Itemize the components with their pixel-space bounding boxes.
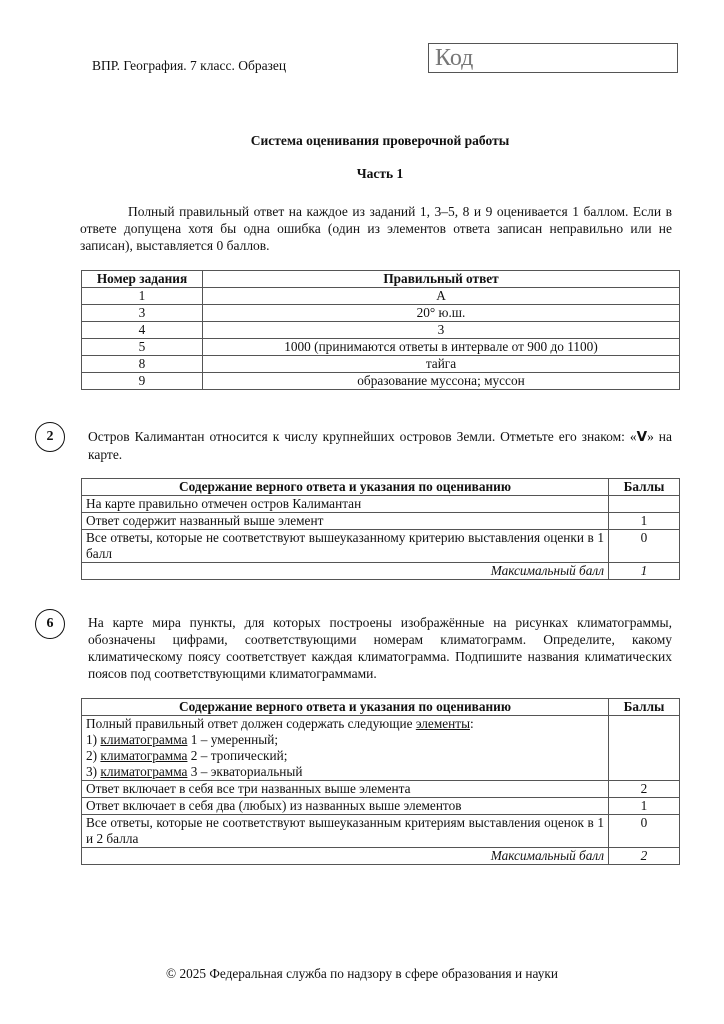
column-header-points: Баллы xyxy=(609,479,680,496)
column-header-task: Номер задания xyxy=(82,271,203,288)
task-number: 9 xyxy=(82,373,203,390)
column-header-answer: Правильный ответ xyxy=(203,271,680,288)
intro-paragraph: Полный правильный ответ на каждое из заданий 1, 3–5, 8 и 9 оценивается 1 баллом. Если в ответе допущена хотя бы одна ошибка (один из элементов ответа записан неправильно или не записан), выставляется 0 баллов. xyxy=(80,204,672,253)
answers-table xyxy=(81,270,680,390)
max-score-value: 2 xyxy=(609,848,680,865)
correct-answer: 3 xyxy=(203,322,680,339)
element-word: климатограмма xyxy=(100,732,188,747)
answer-elements xyxy=(82,716,609,781)
max-score-value: 1 xyxy=(609,563,680,580)
max-score-label: Максимальный балл xyxy=(82,563,609,580)
max-score-label: Максимальный балл xyxy=(82,848,609,865)
task-2-text-before: Остров Калимантан относится к числу крупнейших островов Земли. Отметьте его знаком: « xyxy=(88,429,637,444)
max-score-row xyxy=(82,563,680,580)
element-rest: 2 – тропический; xyxy=(187,748,288,763)
criterion-text: Все ответы, которые не соответствуют вышеуказанному критерию выставления оценки в 1 балл xyxy=(82,530,609,563)
correct-answer: образование муссона; муссон xyxy=(203,373,680,390)
table-row xyxy=(82,356,680,373)
task-6-text: На карте мира пункты, для которых построены изображённые на рисунках климатограммы, обозначены цифрами, соответствующими номерам климатограмм. Определите, какому климатическому поясу соответствует каждая климатограмма. Подпишите названия климатических поясов под соответствующими климатограммами. xyxy=(88,615,672,681)
column-header-content: Содержание верного ответа и указания по оцениванию xyxy=(82,479,609,496)
table-row xyxy=(82,798,680,815)
table-row xyxy=(82,288,680,305)
part-heading: Часть 1 xyxy=(356,166,404,181)
criterion-text: Ответ содержит названный выше элемент xyxy=(82,513,609,530)
task-number: 5 xyxy=(82,339,203,356)
criterion-text: Ответ включает в себя два (любых) из названных выше элементов xyxy=(82,798,609,815)
task-2-text xyxy=(88,428,672,463)
max-score-row xyxy=(82,848,680,865)
table-row xyxy=(82,339,680,356)
table-row xyxy=(82,815,680,848)
element-rest: 1 – умеренный; xyxy=(187,732,279,747)
correct-answer: А xyxy=(203,288,680,305)
element-word: климатограмма xyxy=(100,764,188,779)
task-number-badge-6: 6 xyxy=(35,609,65,639)
checkmark-v-icon: V xyxy=(636,429,648,445)
table-row xyxy=(82,716,680,781)
criterion-text: Ответ включает в себя все три названных выше элемента xyxy=(82,781,609,798)
criterion-points: 0 xyxy=(609,530,680,563)
element-rest: 3 – экваториальный xyxy=(187,764,303,779)
table-row xyxy=(82,530,680,563)
correct-answer: 20° ю.ш. xyxy=(203,305,680,322)
criterion-points: 2 xyxy=(609,781,680,798)
table-row xyxy=(82,513,680,530)
criterion-points: 1 xyxy=(609,513,680,530)
table-header-row xyxy=(82,271,680,288)
element-prefix: 2) xyxy=(86,748,101,763)
task-number: 1 xyxy=(82,288,203,305)
element-prefix: 3) xyxy=(86,764,101,779)
element-word: климатограмма xyxy=(100,748,188,763)
correct-answer: тайга xyxy=(203,356,680,373)
criterion-points: 1 xyxy=(609,798,680,815)
element-item xyxy=(86,764,604,780)
task-number: 3 xyxy=(82,305,203,322)
criterion-points: 0 xyxy=(609,815,680,848)
task-2-text-after: » на карте. xyxy=(88,429,672,462)
elements-word: элементы xyxy=(415,716,471,731)
elements-intro-colon: : xyxy=(470,716,474,731)
task-number: 8 xyxy=(82,356,203,373)
column-header-content: Содержание верного ответа и указания по оцениванию xyxy=(82,699,609,716)
task-6-criteria-table xyxy=(81,698,680,865)
criterion-text: На карте правильно отмечен остров Калимантан xyxy=(82,496,609,513)
task-number-badge-2: 2 xyxy=(35,422,65,452)
criterion-points xyxy=(609,496,680,513)
element-item xyxy=(86,732,604,748)
table-header-row xyxy=(82,699,680,716)
document-title: Система оценивания проверочной работы xyxy=(250,133,510,148)
element-prefix: 1) xyxy=(86,732,101,747)
task-number: 4 xyxy=(82,322,203,339)
criterion-points xyxy=(609,716,680,781)
copyright-footer: © 2025 Федеральная служба по надзору в сфере образования и науки xyxy=(166,966,558,981)
code-field: Код xyxy=(428,43,678,73)
table-header-row xyxy=(82,479,680,496)
elements-intro xyxy=(86,716,604,732)
table-row xyxy=(82,305,680,322)
correct-answer: 1000 (принимаются ответы в интервале от 900 до 1100) xyxy=(203,339,680,356)
table-row xyxy=(82,496,680,513)
element-item xyxy=(86,748,604,764)
task-2-criteria-table xyxy=(81,478,680,580)
table-row xyxy=(82,322,680,339)
criterion-text: Все ответы, которые не соответствуют вышеуказанным критериям выставления оценок в 1 и 2 балла xyxy=(82,815,609,848)
table-row xyxy=(82,373,680,390)
document-header-title: ВПР. География. 7 класс. Образец xyxy=(92,58,287,73)
table-row xyxy=(82,781,680,798)
column-header-points: Баллы xyxy=(609,699,680,716)
elements-intro-text: Полный правильный ответ должен содержать следующие xyxy=(86,716,416,731)
